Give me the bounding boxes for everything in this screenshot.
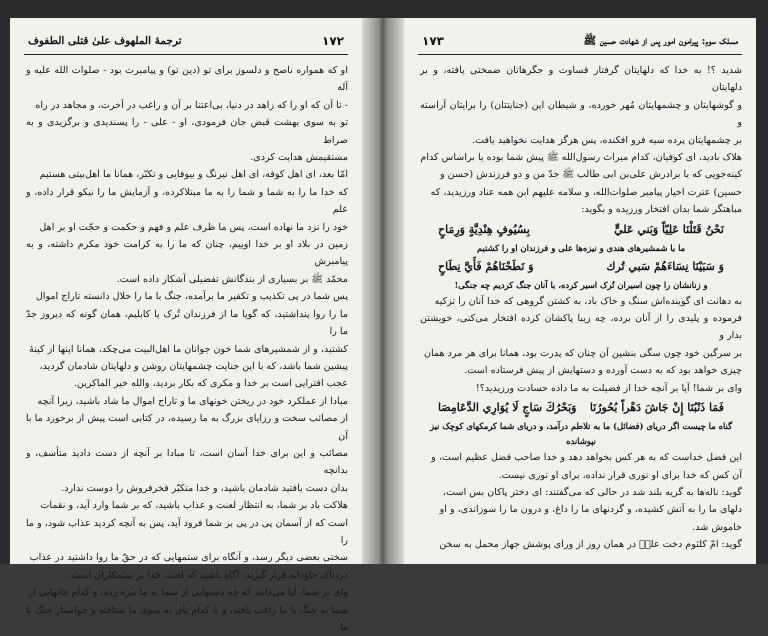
poem-verse <box>420 256 742 278</box>
verse-translation: گناه ما چیست اگر دریای (فضائل) ما به تلاطم درآمد، و دریای شما کرمکهای کوچک نیز نپوشانده <box>429 421 733 447</box>
text-line: تو به سوی بهشت قبض جان فرمودی، او - علی - را پسندیدی و برگزیدی و به صراط <box>26 117 348 146</box>
text-line: زمین در بلاد او بر خدا اوییم، چنان که ما را به کرامت خود مکرم داشته، و به پیامبرش <box>26 239 348 268</box>
left-page-header <box>24 32 348 55</box>
text-line: دردناک جاودانه قرار گیرید، آگاه باشید که لعنت خدا بر ستمکاران است. <box>67 569 348 581</box>
text-line: است که از آسمان پی در پی بر شما فرود آید، پس به آنچه کردید عذاب شود، و ما را <box>26 517 348 546</box>
right-page-number: ۱۷۳ <box>422 34 444 48</box>
text-line: خاموش شد. <box>692 521 742 533</box>
text-line: از مصائب سخت و رزایای بزرگ به ما رسیده، در کتابی است پیش از برخورد ما با آن <box>26 413 348 442</box>
text-line: هلاکت باد بر شما، به انتظار لعنت و عذاب باشید، که بر شما وارد آید، و نقمات <box>40 500 348 512</box>
verse-hemistich: بِسُيُوفٍ هِنْدِيَّةٍ وَرِمَاحٍ <box>438 222 530 236</box>
verse-hemistich: نَحْنُ قَتَلْنَا عَلِيّاً وَبَني عَليٍّ <box>614 222 724 236</box>
text-line: پس شما در پی تکذیب و تکفیر ما برآمده، جنگ با ما را حلال دانسته تاراج اموال <box>35 291 348 303</box>
text-line: دلهای ما را به آتش کشیده، و گردنهای ما را داغ، و درون ما را سوزاندی، و او <box>439 504 742 516</box>
text-line: محمّد ﷺ بر بسیاری از بندگانش تفضیلی آشکار داده است. <box>116 273 348 285</box>
right-page-header <box>418 32 742 55</box>
text-line: این فضل خداست که به هر کس بخواهد دهد و خدا صاحب فضل عظیم است، و <box>431 452 742 464</box>
text-line: عجب افترایی است بر خدا و مکری که بکار بردید، والله خیر الماکرین. <box>73 378 348 390</box>
text-line: شما به جنگ با ما راغب یافته، و با کدام پای به سوی ما شتافته و خواستار جنگ با ما <box>26 604 348 633</box>
text-line: چیزی خواهد بود که به دست آورده و دستهایش از پیش فرستاده است. <box>464 365 742 377</box>
text-line: وای بر شما، آیا می‌دانید که چه دستهایی از شما به ما نیزه زده، و کدام جانهایی از <box>28 587 348 599</box>
verse-translation: و زنانشان را چون اسیران تُرک اسیر کرده، با آنان جنگ کردیم چه جنگی! <box>454 279 708 290</box>
text-line: هلاک بادید، ای کوفیان، کدام میراث رسول‌الله ﷺ پیش شما بوده یا براساس کدام <box>420 152 742 164</box>
poem-verse <box>420 219 742 241</box>
text-line: کشتید، و از شمشیرهای شما خون جوانان ما اهل‌البیت می‌چکد، همانا اینها از کینهٔ <box>29 343 348 355</box>
right-page-body <box>420 62 742 554</box>
text-line: به دهانت ای گوینده‌اش سنگ و خاک باد، به کشتن گروهی که خدا آنان را تزکیه <box>434 295 742 307</box>
text-line: مصائب و این برای خدا آسان است، تا مبادا بر آنچه از دست دادید متأسف، و بدانچه <box>26 447 348 477</box>
text-line: و گوشهایتان و چشمهایتان مُهر خورده، و شیطان این (جنایتتان) را برایتان آراسته و <box>420 99 742 129</box>
text-line: مباهتگر شما بدان افتخار ورزیده و بگوید: <box>581 204 742 216</box>
text-line: - تا آن که او را که زاهد در دنیا، بی‌اعتنا بر آن و راغب در آخرت، و مجاهد در راه <box>35 99 348 111</box>
left-page-header-title: ترجمهٔ الملهوف علیٰ قتلی الطفوف <box>28 35 182 47</box>
text-line: وای بر شما! آیا بر آنچه خدا از فضیلت به ما داده حسادت ورزیدید؟! <box>475 382 742 394</box>
right-page <box>404 18 756 564</box>
text-line: بر سرگین خود چون سگی بنشین آن چنان که پدرت بود، همانا برای هر مرد همان <box>423 347 742 359</box>
verse-translation: ما با شمشیرهای هندی و نیزه‌ها علی و فرزندان او را کشتیم <box>476 242 686 253</box>
text-line: شدید ؟! به خدا که دلهایتان گرفتار قساوت و جگرهاتان ضمختی یافته، و بر دلهایتان <box>420 65 742 94</box>
text-line: گوید: امّ کلثوم دخت علیؑ در همان روز از ورای پوشش جهاز محمل به سخن <box>439 539 742 551</box>
text-line: فرموده و پلیدی را از آنان برده، چه زیبا پاکشان کرده افتخار می‌کنی، خویشتن بدار و <box>420 313 742 342</box>
text-line: پیشین شما باشد، که با این جنایت چشمهایتان روشن و دلهایتان شادمان گردید، <box>39 360 348 372</box>
book-gutter <box>362 18 404 564</box>
text-line: او که همواره ناصح و دلسوز برای تو (دین تو) و پیامبرت بود - صلوات الله علیه و آله <box>26 65 348 94</box>
verse-hemistich: وَبَحْرُكَ سَاجٍ لَا يُوَارِي الدَّعَامِصَا <box>438 401 577 415</box>
text-line: آن کس که خدا برای او نوری قرار نداده، برای او نوری نیست. <box>498 469 742 481</box>
poem-verse <box>420 397 742 419</box>
verse-hemistich: فَمَا ذَنْبُنَا إِنْ جَاشَ دَهْراً بُحُورُنَا <box>589 401 724 415</box>
text-line: سختی بعضی دیگر رسد، و آنگاه برای ستمهایی که در حقّ ما روا داشتید در عذاب <box>29 552 348 564</box>
text-line: بدان دست یافتید شادمان باشید، و خدا متکبّر فخرفروش را دوست ندارد. <box>61 482 348 494</box>
text-line: کینه‌جویی که با برادرش علی‌بن ابی طالب ﷺ جدّ من و دو فرزندش (حسن و <box>439 169 742 181</box>
text-line: که خدا ما را به شما و شما را به ما مبتلاکرده، و آزمایش ما را نیکو قرار داده، و علم <box>26 186 348 216</box>
text-line: گوید: ناله‌ها به گریه بلند شد در حالی که می‌گفتند: ای دختر پاکان بس است، <box>443 486 742 498</box>
text-line: خود را نزد ما نهاده است، پس ما ظرف علم و فهم و حکمت و حجّت او بر اهل <box>39 221 348 233</box>
right-page-header-title: مسلک سوم: پیرامون امور پس از شهادت حسین ﷺ <box>583 35 738 47</box>
verse-hemistich: وَ سَبَيْنَا نِسَاءَهُمْ سَبي تُرك <box>606 259 724 273</box>
text-line: مستقیمش هدایت کردی. <box>250 152 348 164</box>
left-page-body <box>26 62 348 636</box>
text-line: مبادا از عملکرد خود در ریختن خونهای ما و تاراج اموال ما شاد باشید، زیرا آنچه <box>37 395 348 407</box>
verse-hemistich: وَ نَطَحْنَاهُمْ فَأَيَّ نِطَاحٍ <box>438 259 534 273</box>
text-line: بر چشمهایتان پرده سیه فرو افکنده، پس هرگز هدایت نخواهید یافت. <box>472 134 742 146</box>
text-line: ما را روا پنداشتید، که گویا ما از فرزندان تُرک یا کابلیم، همان گونه که دیروز جدّ ما را <box>26 308 348 338</box>
left-page <box>10 18 362 633</box>
left-page-number: ۱۷۲ <box>322 34 344 48</box>
text-line: امّا بعد، ای اهل کوفه، ای اهل نیرنگ و بیوفایی و تکبّر، همانا ما اهل‌بیتی هستیم <box>39 169 348 181</box>
text-line: حسین) عترت اخیار پیامبر صلوات‌الله، و سلامه علیهم ابن همه عناد ورزیدید، که <box>430 186 742 198</box>
